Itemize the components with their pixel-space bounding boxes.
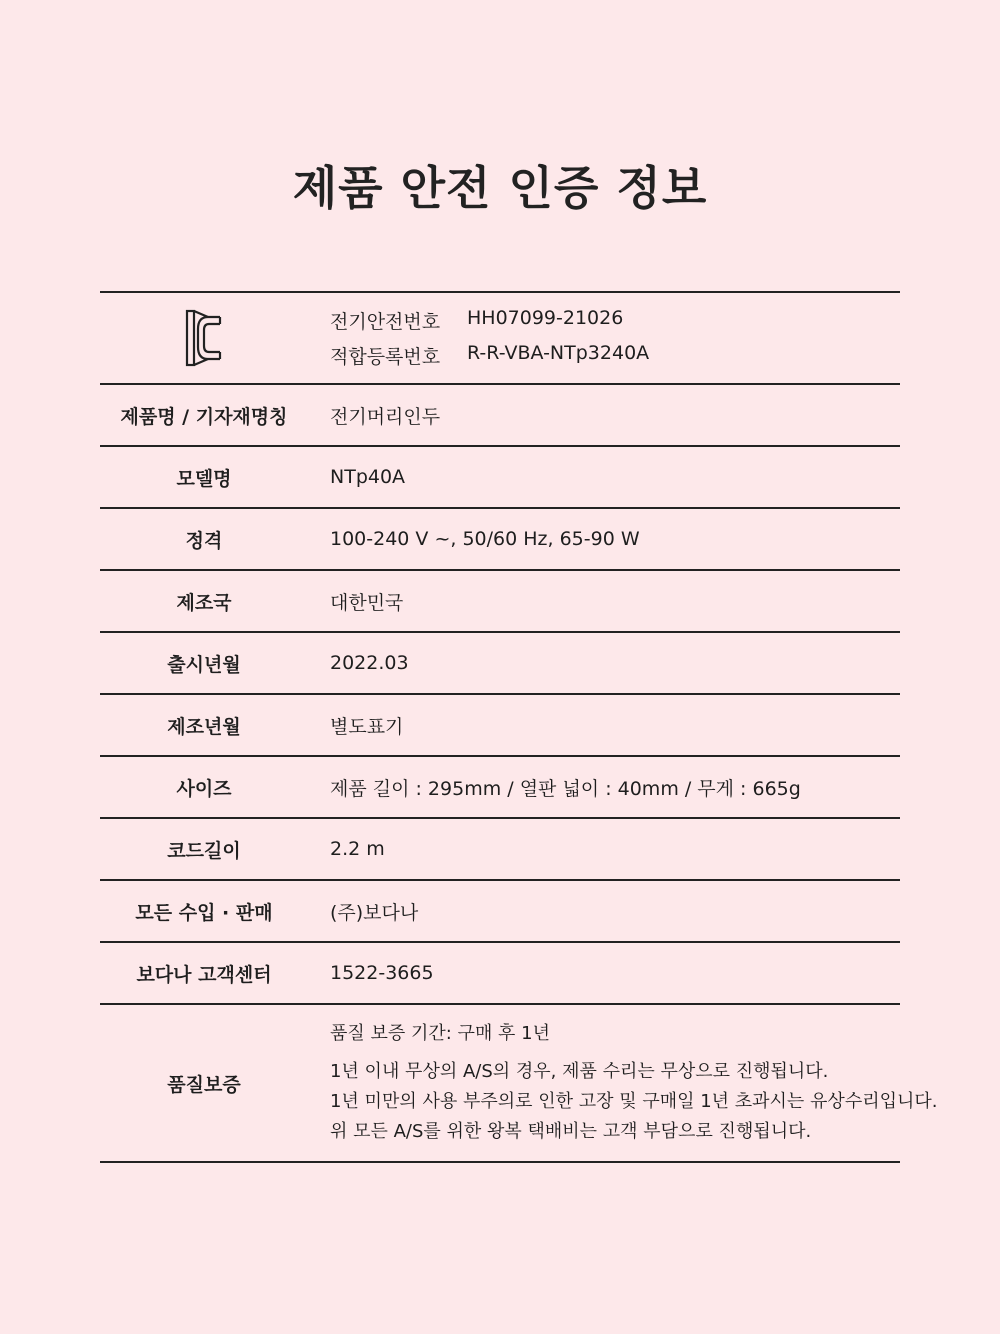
page-title: 제품 안전 인증 정보 (292, 161, 708, 215)
row-value: 1522-3665 (330, 962, 434, 984)
warranty-line: 1년 미만의 사용 부주의로 인한 고장 및 구매일 1년 초과시는 유상수리입니다. (330, 1091, 938, 1112)
table-row-release-date (100, 633, 900, 695)
table-row-product-name (100, 385, 900, 447)
kc-key-value: HH07099-21026 (467, 307, 624, 329)
row-label: 코드길이 (167, 839, 241, 862)
warranty-text (308, 1019, 937, 1147)
row-value: 2022.03 (330, 652, 409, 674)
row-label: 제조국 (176, 591, 232, 614)
electric-safety-number (330, 307, 649, 334)
row-value: 100-240 V ~, 50/60 Hz, 65-90 W (330, 528, 640, 550)
kc-logo-icon (184, 309, 224, 367)
row-value: 제품 길이 : 295mm / 열판 넓이 : 40mm / 무게 : 665g (330, 777, 801, 800)
kc-key-label: 전기안전번호 (330, 311, 441, 333)
row-label: 보다나 고객센터 (136, 963, 272, 986)
table-row-rating (100, 509, 900, 571)
row-label: 제조년월 (167, 715, 241, 738)
row-value: NTp40A (330, 466, 406, 488)
row-label: 출시년월 (167, 653, 241, 676)
row-label: 제품명 / 기자재명칭 (120, 405, 288, 428)
row-label: 모든 수입 · 판매 (135, 901, 273, 924)
table-row-warranty (100, 1005, 938, 1163)
row-value: 대한민국 (330, 591, 404, 614)
table-row-customer-center (100, 943, 900, 1005)
row-label: 사이즈 (176, 777, 232, 800)
table-row-country (100, 571, 900, 633)
kc-certification-row (100, 293, 900, 385)
warranty-line: 위 모든 A/S를 위한 왕복 택배비는 고객 부담으로 진행됩니다. (330, 1121, 812, 1142)
kc-numbers (308, 307, 649, 369)
row-value: 전기머리인두 (330, 405, 441, 428)
table-row-model (100, 447, 900, 509)
kc-key-value: R-R-VBA-NTp3240A (467, 342, 650, 364)
row-label: 모델명 (176, 467, 232, 490)
table-row-cord-length (100, 819, 900, 881)
kc-key-label: 적합등록번호 (330, 346, 441, 368)
row-value: 2.2 m (330, 838, 385, 860)
table-row-importer (100, 881, 900, 943)
row-value: 별도표기 (330, 715, 404, 738)
row-label: 정격 (185, 529, 223, 552)
safety-info-table (100, 291, 938, 1163)
warranty-period: 품질 보증 기간: 구매 후 1년 (330, 1023, 551, 1044)
warranty-line: 1년 이내 무상의 A/S의 경우, 제품 수리는 무상으로 진행됩니다. (330, 1061, 829, 1082)
kc-mark-cell (100, 309, 308, 367)
conformity-registration-number (330, 342, 649, 369)
row-value: (주)보다나 (330, 901, 419, 924)
row-label: 품질보증 (167, 1073, 241, 1096)
table-row-size (100, 757, 900, 819)
table-row-manufacture-date (100, 695, 900, 757)
